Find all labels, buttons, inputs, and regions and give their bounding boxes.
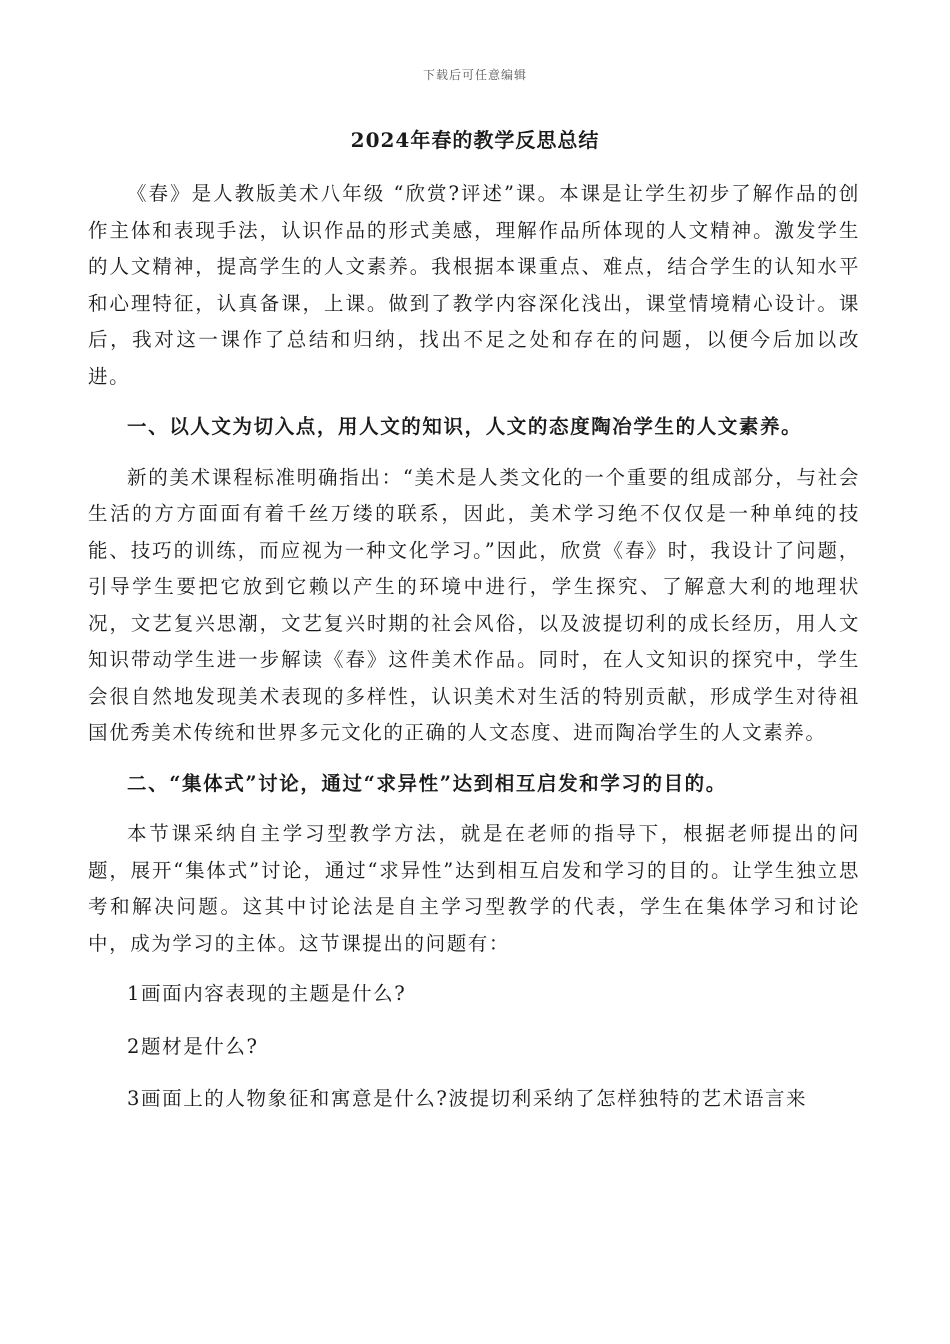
intro-paragraph: 《春》是人教版美术八年级 “欣赏?评述”课。本课是让学生初步了解作品的创作主体和表现手法，认识作品的形式美感，理解作品所体现的人文精神。激发学生的人文精神，提高学生的人文素养。我根据本课重点、难点，结合学生的认知水平和心理特征，认真备课，上课。做到了教学内容深化浅出，课堂情境精心设计。课后，我对这一课作了总结和归纳，找出不足之处和存在的问题，以便今后加以改进。 — [88, 182, 860, 388]
section-2-paragraph: 本节课采纳自主学习型教学方法，就是在老师的指导下，根据老师提出的问题，展开“集体式”讨论，通过“求异性”达到相互启发和学习的目的。让学生独立思考和解决问题。这其中讨论法是自主学习型教学的代表，学生在集体学习和讨论中，成为学习的主体。这节课提出的问题有： — [88, 822, 860, 955]
section-heading-1: 一、以人文为切入点，用人文的知识，人文的态度陶冶学生的人文素养。 — [127, 415, 803, 438]
question-item-1: 1画面内容表现的主题是什么? — [127, 982, 407, 1005]
question-item-3: 3画面上的人物象征和寓意是什么?波提切利采纳了怎样独特的艺术语言来 — [127, 1087, 808, 1110]
section-heading-2: 二、“集体式”讨论，通过“求异性”达到相互启发和学习的目的。 — [127, 771, 727, 795]
header-note: 下载后可任意编辑 — [422, 68, 527, 82]
document-title: 2024年春的教学反思总结 — [350, 128, 600, 152]
question-item-2: 2题材是什么? — [127, 1034, 259, 1058]
document-body — [88, 176, 860, 1134]
section-1-paragraph: 新的美术课程标准明确指出：“美术是人类文化的一个重要的组成部分，与社会生活的方方面面有着千丝万缕的联系，因此，美术学习绝不仅仅是一种单纯的技能、技巧的训练，而应视为一种文化学习。”因此，欣赏《春》时，我设计了问题，引导学生要把它放到它赖以产生的环境中进行，学生探究、了解意大利的地理状况，文艺复兴思潮，文艺复兴时期的社会风俗，以及波提切利的成长经历，用人文知识带动学生进一步解读《春》这件美术作品。同时，在人文知识的探究中，学生会很自然地发现美术表现的多样性，认识美术对生活的特别贡献，形成学生对待祖国优秀美术传统和世界多元文化的正确的人文态度、进而陶冶学生的人文素养。 — [88, 465, 860, 744]
